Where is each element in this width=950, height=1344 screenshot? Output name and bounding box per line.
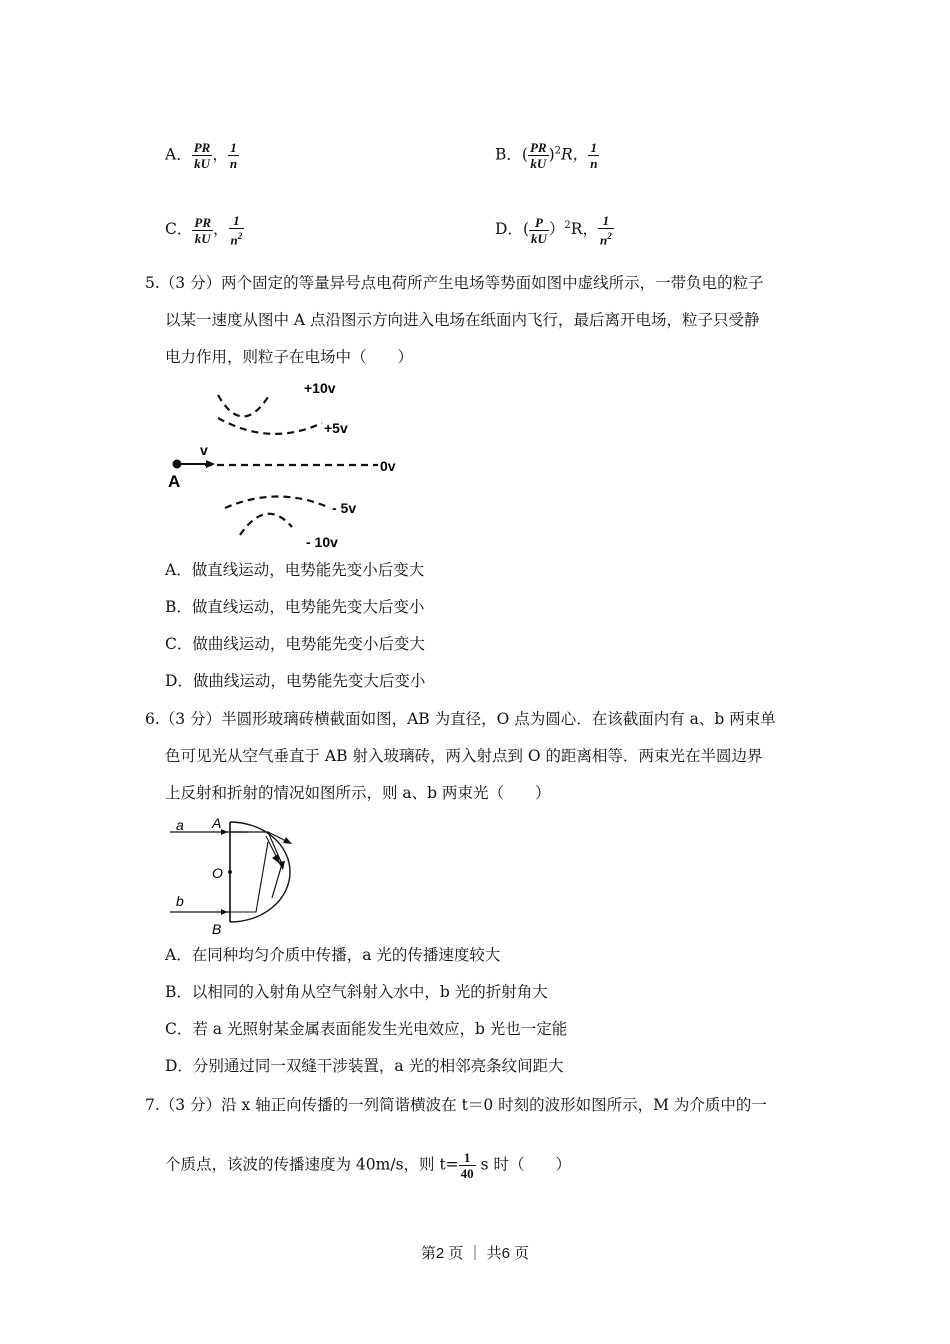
equipotential-minus5 — [225, 497, 330, 509]
label-point-a: A — [168, 472, 181, 491]
fraction: $\frac{1}{n^2}$ — [599, 213, 612, 248]
label-zero: 0v — [380, 458, 396, 474]
fraction: $\frac{PR}{kU}$ — [194, 214, 211, 246]
label-o: O — [212, 865, 223, 881]
q5-stem-line-2: 以某一速度从图中 A 点沿图示方向进入电场在纸面内飞行，最后离开电场，粒子只受静 — [165, 311, 760, 329]
q4-option-a[interactable]: A． $\frac{PR}{kU}$ ， $\frac{1}{n}$ — [165, 140, 238, 171]
equipotential-plus10 — [218, 395, 268, 417]
semicircle-glass-figure — [160, 812, 310, 940]
equipotential-figure — [160, 375, 420, 555]
option-letter: B． — [495, 145, 522, 164]
q5-stem-line-3: 电力作用，则粒子在电场中（ ） — [165, 348, 414, 366]
q6-option-a[interactable]: A．在同种均匀介质中传播，a 光的传播速度较大 — [165, 946, 501, 964]
q6-stem-line-3: 上反射和折射的情况如图所示，则 a、b 两束光（ ） — [165, 784, 551, 802]
label-minus10: - 10v — [306, 534, 338, 550]
q6-stem-line-1: 6.（3 分）半圆形玻璃砖横截面如图，AB 为直径，O 点为圆心．在该截面内有 a、b 两束单 — [145, 710, 776, 728]
label-velocity: v — [200, 442, 208, 458]
option-letter: C． — [165, 220, 193, 239]
option-letter: D． — [495, 220, 523, 239]
q6-option-b[interactable]: B．以相同的入射角从空气斜射入水中，b 光的折射角大 — [165, 983, 548, 1001]
q6-option-c[interactable]: C．若 a 光照射某金属表面能发生光电效应，b 光也一定能 — [165, 1020, 568, 1038]
fraction: $\frac{1}{n}$ — [590, 140, 598, 171]
label-minus5: - 5v — [332, 500, 357, 516]
q6-option-d[interactable]: D．分别通过同一双缝干涉装置，a 光的相邻亮条纹间距大 — [165, 1057, 564, 1075]
q5-option-b[interactable]: B．做直线运动，电势能先变大后变小 — [165, 598, 425, 616]
label-plus10: +10v — [304, 380, 336, 396]
label-plus5: +5v — [324, 420, 348, 436]
q5-stem-line-1: 5.（3 分）两个固定的等量异号点电荷所产生电场等势面如图中虚线所示，一带负电的粒子 — [145, 274, 764, 292]
fraction: $\frac{PR}{kU}$ — [193, 140, 211, 171]
fraction: $\frac{1}{40}$ — [460, 1150, 474, 1181]
page-footer: 第2 页 ｜ 共6 页 — [420, 1245, 530, 1262]
q7-stem-line-1: 7.（3 分）沿 x 轴正向传播的一列简谐横波在 t＝0 时刻的波形如图所示，M 为介质中的一 — [145, 1096, 767, 1114]
beam-a-inside — [230, 832, 282, 898]
q4-option-c[interactable]: C． $\frac{PR}{kU}$ ， $\frac{1}{n^2}$ — [165, 213, 243, 248]
fraction: $\frac{1}{n}$ — [229, 140, 238, 171]
velocity-arrowhead — [206, 460, 215, 468]
fraction: $\frac{PR}{kU}$ — [529, 140, 547, 171]
semicircle-arc — [230, 822, 290, 922]
label-point-b: B — [212, 921, 222, 937]
q7-stem-line-2: 个质点，该波的传播速度为 40m/s，则 t= $\frac{1}{40}$ s 时（ ） — [165, 1150, 571, 1181]
label-a: a — [176, 817, 184, 833]
q5-option-d[interactable]: D．做曲线运动，电势能先变大后变小 — [165, 672, 426, 690]
q5-option-c[interactable]: C．做曲线运动，电势能先变小后变大 — [165, 635, 425, 653]
fraction: $\frac{1}{n^2}$ — [230, 213, 243, 248]
option-letter: A． — [165, 145, 192, 164]
fraction: $\frac{P}{kU}$ — [531, 214, 547, 246]
equipotential-plus5 — [218, 418, 322, 434]
label-point-a: A — [212, 815, 222, 831]
beam-b-inside — [230, 842, 268, 912]
equipotential-minus10 — [240, 514, 292, 535]
label-b: b — [176, 893, 184, 909]
center-o — [228, 870, 232, 874]
q5-option-a[interactable]: A．做直线运动，电势能先变小后变大 — [165, 561, 425, 579]
q6-stem-line-2: 色可见光从空气垂直于 AB 射入玻璃砖，两入射点到 O 的距离相等．两束光在半圆边界 — [165, 747, 763, 765]
q4-option-d[interactable]: D．( $\frac{P}{kU}$ ）$^2$R， $\frac{1}{n^2}$ — [495, 213, 612, 248]
q4-option-b[interactable]: B．( $\frac{PR}{kU}$ )$^2$R， $\frac{1}{n}$ — [495, 140, 598, 171]
